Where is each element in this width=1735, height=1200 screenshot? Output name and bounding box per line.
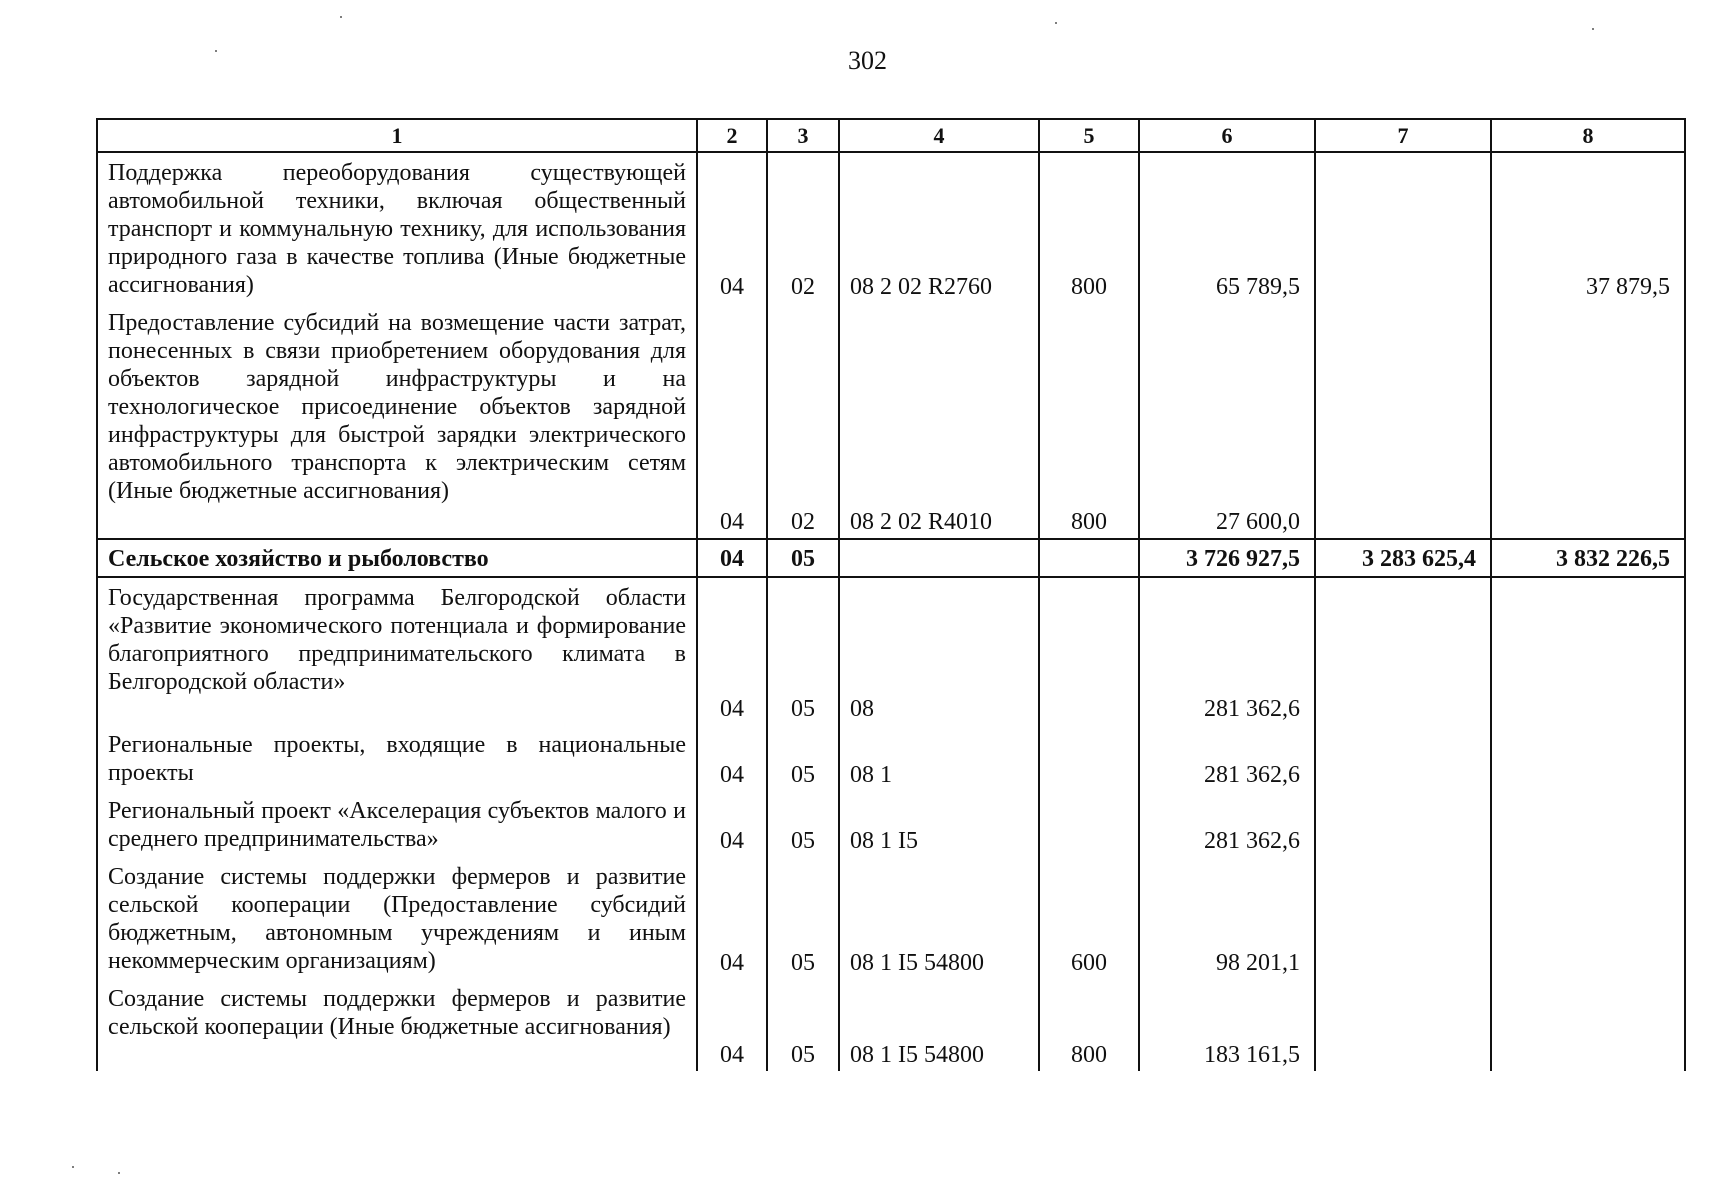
row-target-article: 08 1 I5 bbox=[839, 791, 1039, 857]
row-amount-2: 3 283 625,4 bbox=[1315, 539, 1491, 577]
table-header-row bbox=[97, 119, 1685, 152]
scan-speck bbox=[72, 1166, 74, 1168]
table-row bbox=[97, 577, 1685, 725]
row-target-article bbox=[839, 539, 1039, 577]
column-header: 4 bbox=[839, 119, 1039, 152]
row-amount-3: 3 832 226,5 bbox=[1491, 539, 1685, 577]
row-section: 04 bbox=[697, 152, 767, 303]
row-name: Региональный проект «Акселерация субъектов малого и среднего предпринимательства» bbox=[97, 791, 697, 857]
row-section: 04 bbox=[697, 577, 767, 725]
row-amount-2 bbox=[1315, 152, 1491, 303]
row-section: 04 bbox=[697, 303, 767, 539]
scan-speck bbox=[118, 1172, 120, 1174]
row-expense-type: 800 bbox=[1039, 303, 1139, 539]
row-amount-3 bbox=[1491, 577, 1685, 725]
row-amount-1: 27 600,0 bbox=[1139, 303, 1315, 539]
table-row bbox=[97, 857, 1685, 979]
row-amount-3 bbox=[1491, 725, 1685, 791]
row-subsection: 05 bbox=[767, 725, 839, 791]
row-section: 04 bbox=[697, 979, 767, 1071]
row-amount-2 bbox=[1315, 857, 1491, 979]
column-header: 3 bbox=[767, 119, 839, 152]
row-section: 04 bbox=[697, 539, 767, 577]
scan-speck bbox=[340, 16, 342, 18]
row-name: Создание системы поддержки фермеров и развитие сельской кооперации (Иные бюджетные ассигнования) bbox=[97, 979, 697, 1071]
column-header: 1 bbox=[97, 119, 697, 152]
row-amount-3 bbox=[1491, 857, 1685, 979]
table-row bbox=[97, 725, 1685, 791]
row-target-article: 08 1 bbox=[839, 725, 1039, 791]
row-amount-1: 65 789,5 bbox=[1139, 152, 1315, 303]
row-amount-3: 37 879,5 bbox=[1491, 152, 1685, 303]
column-header: 8 bbox=[1491, 119, 1685, 152]
row-target-article: 08 1 I5 54800 bbox=[839, 979, 1039, 1071]
row-expense-type: 800 bbox=[1039, 152, 1139, 303]
row-expense-type: 800 bbox=[1039, 979, 1139, 1071]
row-subsection: 05 bbox=[767, 979, 839, 1071]
scan-speck bbox=[1055, 22, 1057, 24]
row-target-article: 08 2 02 R2760 bbox=[839, 152, 1039, 303]
column-header: 6 bbox=[1139, 119, 1315, 152]
row-expense-type: 600 bbox=[1039, 857, 1139, 979]
row-expense-type bbox=[1039, 539, 1139, 577]
row-amount-3 bbox=[1491, 979, 1685, 1071]
scan-speck bbox=[215, 50, 217, 52]
row-amount-2 bbox=[1315, 577, 1491, 725]
row-subsection: 02 bbox=[767, 303, 839, 539]
column-header: 7 bbox=[1315, 119, 1491, 152]
row-amount-1: 183 161,5 bbox=[1139, 979, 1315, 1071]
table-row bbox=[97, 979, 1685, 1071]
row-expense-type bbox=[1039, 577, 1139, 725]
row-expense-type bbox=[1039, 791, 1139, 857]
table-row bbox=[97, 152, 1685, 303]
row-expense-type bbox=[1039, 725, 1139, 791]
page-number: 302 bbox=[848, 46, 887, 75]
column-header: 2 bbox=[697, 119, 767, 152]
scan-speck bbox=[1592, 28, 1594, 30]
row-amount-1: 98 201,1 bbox=[1139, 857, 1315, 979]
row-name: Региональные проекты, входящие в национальные проекты bbox=[97, 725, 697, 791]
row-amount-2 bbox=[1315, 303, 1491, 539]
row-subsection: 02 bbox=[767, 152, 839, 303]
row-name: Создание системы поддержки фермеров и развитие сельской кооперации (Предоставление субсидий бюджетным, автономным учреждениям и иным некоммерческим организациям) bbox=[97, 857, 697, 979]
row-section: 04 bbox=[697, 725, 767, 791]
row-section: 04 bbox=[697, 857, 767, 979]
row-amount-3 bbox=[1491, 303, 1685, 539]
row-section: 04 bbox=[697, 791, 767, 857]
row-amount-1: 3 726 927,5 bbox=[1139, 539, 1315, 577]
row-target-article: 08 bbox=[839, 577, 1039, 725]
row-subsection: 05 bbox=[767, 577, 839, 725]
row-name: Государственная программа Белгородской области «Развитие экономического потенциала и формирование благоприятного предпринимательского климата в Белгородской области» bbox=[97, 577, 697, 725]
row-name: Поддержка переоборудования существующей автомобильной техники, включая общественный транспорт и коммунальную технику, для использования природного газа в качестве топлива (Иные бюджетные ассигнования) bbox=[97, 152, 697, 303]
row-target-article: 08 2 02 R4010 bbox=[839, 303, 1039, 539]
row-subsection: 05 bbox=[767, 539, 839, 577]
row-amount-3 bbox=[1491, 791, 1685, 857]
budget-table bbox=[96, 118, 1686, 1071]
column-header: 5 bbox=[1039, 119, 1139, 152]
table-row bbox=[97, 791, 1685, 857]
row-amount-2 bbox=[1315, 979, 1491, 1071]
row-subsection: 05 bbox=[767, 857, 839, 979]
row-name: Предоставление субсидий на возмещение части затрат, понесенных в связи приобретением оборудования для объектов зарядной инфраструктуры и на технологическое присоединение объектов зарядной инфраструктуры для быстрой зарядки электрического автомобильного транспорта к электрическим сетям (Иные бюджетные ассигнования) bbox=[97, 303, 697, 539]
row-amount-2 bbox=[1315, 725, 1491, 791]
row-amount-1: 281 362,6 bbox=[1139, 725, 1315, 791]
row-amount-2 bbox=[1315, 791, 1491, 857]
row-name: Сельское хозяйство и рыболовство bbox=[97, 539, 697, 577]
row-amount-1: 281 362,6 bbox=[1139, 791, 1315, 857]
row-target-article: 08 1 I5 54800 bbox=[839, 857, 1039, 979]
row-amount-1: 281 362,6 bbox=[1139, 577, 1315, 725]
table-section-row bbox=[97, 539, 1685, 577]
table-row bbox=[97, 303, 1685, 539]
row-subsection: 05 bbox=[767, 791, 839, 857]
